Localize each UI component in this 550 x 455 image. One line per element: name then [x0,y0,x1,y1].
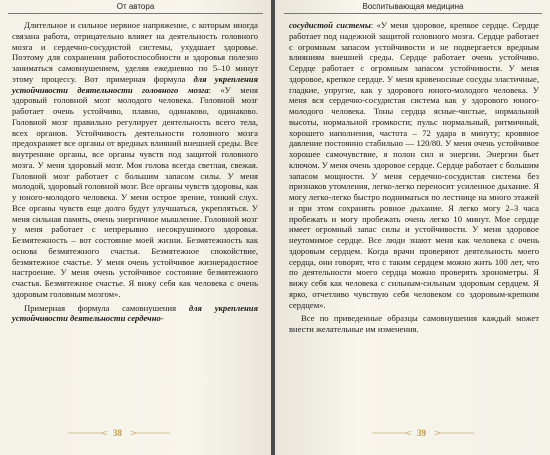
right-header-rule [284,13,542,14]
left-ornament-right [130,430,170,436]
left-running-header [8,0,263,14]
right-paragraph-2 [289,313,539,335]
left-paragraph-1 [12,20,258,300]
left-page-number: 38 [113,428,122,438]
right-page-body [289,20,539,335]
left-p1-text-a: Длительное и сильное нервное напряжение, с которым иногда связана работа, отрицательно влияет на деятельность головного мозга и сердечно-сосудистой системы, ухудшает здоровье. Поэтому для сохранения работоспособности и здоровья полезно заниматься самовнушением, уделяя ежедневно по 5–10 минут этому процессу. Вот примерная формула [12,20,258,84]
left-p2-emphasis: для укрепления устойчивости деятельности сердечно- [12,302,258,324]
left-paragraph-2 [12,303,258,325]
left-page-body [12,20,258,324]
right-p1-text-b: : «У меня здоровое, крепкое сердце. Сердце работает под надежной защитой головного мозга. Сердце работает с огромным запасом устойчивости и не подвергается вредным влияниям внешней среды. Сердце работает очень устойчиво. Сердце работает с огромным запасом устойчивости. У меня здоровое, крепкое сердце. У меня кровеносные сосуды эластичные, гладкие, упругие, как у здорового юного-молодого человека. У меня вся сердечно-сосудистая система как у здорового юного-молодого человека. Тоны сердца ясные-чистые, нормальной высоты, нормальной громкости; пульс нормальный, ритмичный, хорошего наполнения, частота – 72 удара в минуту; кровяное давление постоянно стабильно — 120/80. У меня очень устойчивое хорошее самочувствие, я полон сил и энергии. Энергии бьет ключом. У меня очень здоровое сердце. Сердце работает с большим запасом мощности. У меня сердечно-сосудистая система без признаков утомления, легко-легко переносит усиленное дыхание. Я могу легко-легко быстро подниматься по лестнице на много этажей и при этом сохранять ровное дыхание. Я легко могу 2–3 часа пробежать и могу пробежать очень легко 10 минут. Мое сердце имеет огромный запас силы и устойчивости. У меня здоровое неутомимое сердце. Все люди знают меня как человека с очень здоровым сердцем. Когда врачи проверяют деятельность моего сердца, они говорят, что с таким сердцем можно жить 100 лет, что по деятельности моего сердца можно проверять хронометры. Я вижу себя как человека с сильным-сильным здоровым сердцем. Я ярко, отчетливо чувствую себя человеком со здоровым-крепким сердцем». [289,20,539,310]
right-page-number: 39 [417,428,426,438]
right-p2-text-a: Все по приведенные образцы самовнушения каждый может внести желательные им изменения. [289,313,539,334]
left-header-title: От автора [116,2,155,11]
left-ornament-left [68,430,108,436]
right-running-header [284,0,542,14]
left-p1-emphasis: для укрепления устойчивости деятельности головного мозга [12,73,259,95]
right-header-title: Воспитывающая медицина [362,2,464,11]
right-page [275,0,550,455]
left-header-rule [8,13,263,14]
right-ornament-right [434,430,474,436]
left-p1-text-b: : «У меня здоровый головной мозг молодого человека. Головной мозг работает очень устойчиво, плавно, одинаково, одинаково. Головной мозг правильно регулирует деятельность всего тела, всех органов. Устойчивость деятельности головного мозга предохраняет все органы от вредных влияний внешней среды. Все внутренние органы, все органы чувств под защитой головного мозга. У меня здоровый мозг. Моя голова всегда светлая, свежая. Головной мозг работает с большим запасом силы. У меня молодой, здоровый головной мозг. Все органы чувств здоровы, как у юного-молодого человека. У меня острое зрение, тонкий слух. Все органы чувств еще долго будут улучшаться, укрепляться. У меня сильная память, очень энергичное мышление. Головной мозг у меня работает с непрерывно несокрушимого здоровья. Безмятежность – вот состояние моей жизни. Безмятежность как основа безмятежного счастья. Безмятежное спокойствие, безмятежное счастье. У меня очень устойчивое жизнерадостное настроение. У меня очень устойчивое состояние безмятежного счастья. Безмятежное счастье. Я вижу себя как человека с очень здоровым головным мозгом». [12,84,258,299]
right-p1-emphasis: сосудистой системы [289,20,371,30]
right-ornament-left [372,430,412,436]
left-page [0,0,272,455]
right-paragraph-1 [289,20,539,310]
left-p2-text-a: Примерная формула самовнушения [24,302,189,313]
